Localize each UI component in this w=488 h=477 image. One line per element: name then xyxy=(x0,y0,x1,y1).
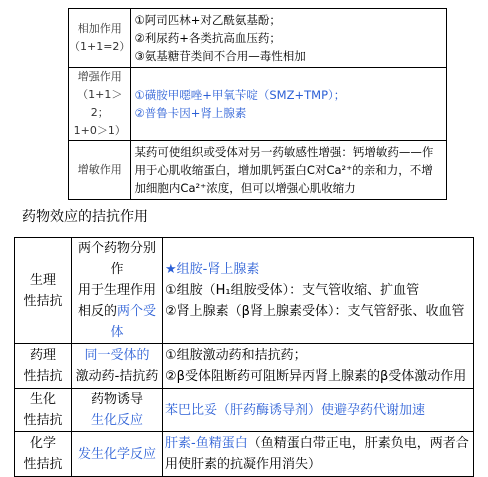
list-item: 肝素-鱼精蛋白（鱼精蛋白带正电，肝素负电，两者合用使肝素的抗凝作用消失） xyxy=(165,436,469,472)
row-content-potentiation xyxy=(131,68,447,141)
list-item: 苯巴比妥（肝药酶诱导剂）使避孕药代谢加速 xyxy=(165,402,426,418)
row-label-pharmacological: 药理 性拮抗 xyxy=(15,344,72,389)
list-item: ②利尿药+各类抗高血压药； xyxy=(134,31,281,45)
row-content-physiological xyxy=(163,238,474,344)
row-content-sensitization xyxy=(131,141,447,200)
row-content-chemical xyxy=(163,432,474,477)
row-mechanism-biochemical: 药物诱导 生化反应 xyxy=(72,389,163,432)
row-label-physiological: 生理 性拮抗 xyxy=(15,238,72,344)
list-item: ②肾上腺素（β肾上腺素受体）：支气管舒张、收血管 xyxy=(165,304,465,319)
row-content-additive xyxy=(131,9,447,68)
table-row xyxy=(69,68,447,141)
list-item: ①阿司匹林+对乙酰氨基酚； xyxy=(134,13,281,27)
table-row xyxy=(15,238,474,344)
table-row xyxy=(69,141,447,200)
row-label-sensitization: 增敏作用 xyxy=(69,141,131,200)
row-label-potentiation: 增强作用 （1+1＞2； 1+0＞1） xyxy=(69,68,131,141)
table-row xyxy=(15,344,474,389)
antagonism-table xyxy=(14,237,474,477)
row-label-chemical: 化学 性拮抗 xyxy=(15,432,72,477)
section-heading: 药物效应的拮抗作用 xyxy=(22,209,148,225)
list-item: 某药可使组织或受体对另一药敏感性增强：钙增敏药——作用于心肌收缩蛋白，增加肌钙蛋白C对Ca²⁺的亲和力，不增加细胞内Ca²⁺浓度，但可以增强心肌收缩力 xyxy=(134,145,434,195)
list-item: ②β受体阻断药可阻断异丙肾上腺素的β受体激动作用 xyxy=(165,369,467,384)
synergy-table xyxy=(68,8,447,200)
row-label-biochemical: 生化 性拮抗 xyxy=(15,389,72,432)
row-label-additive: 相加作用 （1+1=2） xyxy=(69,9,131,68)
table-row xyxy=(15,432,474,477)
list-item: ③氨基糖苷类间不合用—毒性相加 xyxy=(134,49,306,63)
row-content-biochemical xyxy=(163,389,474,432)
row-mechanism-pharmacological: 同一受体的 激动药-拮抗药 xyxy=(72,344,163,389)
row-mechanism-physiological: 两个药物分别作 用于生理作用 相反的两个受体 xyxy=(72,238,163,344)
list-item: ①组胺（H₁组胺受体）：支气管收缩、扩血管 xyxy=(165,283,420,298)
list-item: ★组胺-肾上腺素 xyxy=(165,262,260,277)
list-item: ①磺胺甲噁唑+甲氧苄啶（SMZ+TMP）； xyxy=(134,88,346,102)
table-row xyxy=(69,9,447,68)
row-mechanism-chemical: 发生化学反应 xyxy=(72,432,163,477)
list-item: ②普鲁卡因+肾上腺素 xyxy=(134,106,247,120)
list-item: ①组胺激动药和拮抗药； xyxy=(165,348,307,363)
row-content-pharmacological xyxy=(163,344,474,389)
table-row xyxy=(15,389,474,432)
